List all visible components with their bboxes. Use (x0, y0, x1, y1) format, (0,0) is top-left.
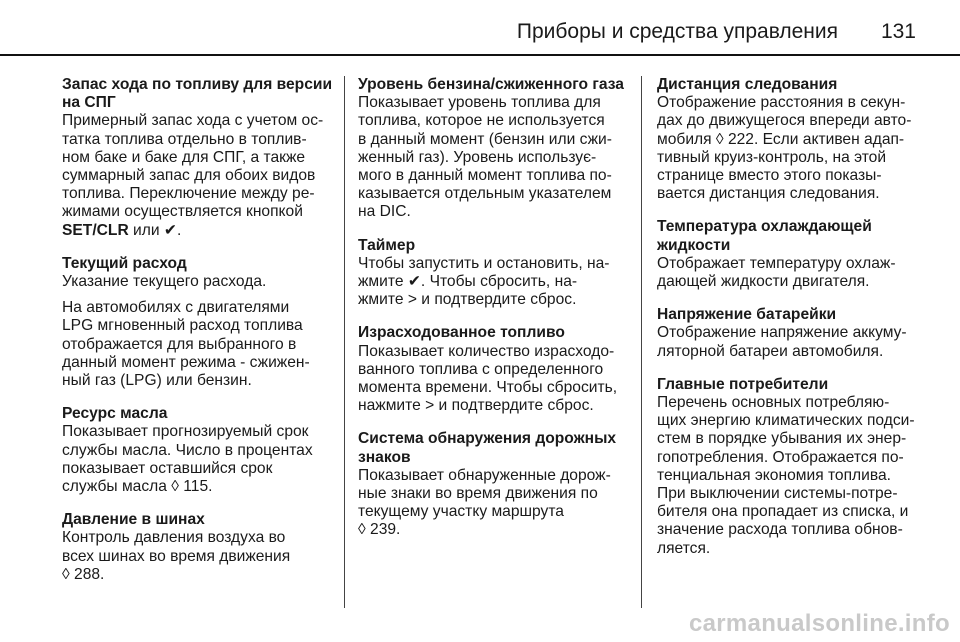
section (657, 76, 932, 203)
section (62, 255, 330, 390)
section-heading (62, 511, 330, 529)
paragraph (358, 343, 628, 416)
heading-line: Система обнаружения дорожных (358, 430, 617, 448)
heading-line: Уровень бензина/сжиженного газа (358, 76, 624, 93)
text-line: ном баке и баке для СПГ, а также (62, 148, 306, 166)
footer (0, 612, 960, 642)
text-line: Показывает прогнозируемый срок (62, 423, 309, 441)
heading-line: знаков (358, 448, 411, 466)
heading-line: Текущий расход (62, 254, 187, 272)
text-line: топлива, которое не используется (358, 112, 605, 130)
text-line: на DIC. (358, 203, 411, 221)
section-heading (657, 218, 932, 254)
text-line: дах до движущегося впереди авто- (657, 112, 912, 130)
section (657, 376, 932, 558)
text-line: нажмите > и подтвердите сброс. (358, 397, 594, 415)
paragraph (62, 529, 330, 584)
section (657, 306, 932, 361)
section (657, 218, 932, 291)
text-line: текущему участку маршрута (358, 503, 564, 521)
text-line: При выключении системы-потре- (657, 485, 898, 503)
heading-line: Напряжение батарейки (657, 306, 837, 324)
text-line: в данный момент (бензин или сжи- (358, 130, 612, 148)
text-line: суммарный запас для обоих видов (62, 167, 316, 185)
text-line: вается дистанция следования. (657, 185, 880, 203)
section (358, 324, 628, 415)
text-line: ные знаки во время движения по (358, 485, 598, 503)
heading-line: жидкости (657, 236, 731, 254)
text-line: Показывает обнаруженные дорож- (358, 466, 611, 484)
text-line: Указание текущего расхода. (62, 273, 267, 291)
section (62, 511, 330, 584)
section (358, 76, 628, 222)
paragraph (358, 467, 628, 540)
paragraph (657, 394, 932, 558)
text-line: гопотребления. Отображается по- (657, 448, 904, 466)
section-heading (358, 237, 628, 255)
paragraph (358, 255, 628, 310)
text-line: жимами осуществляется кнопкой (62, 203, 303, 221)
text-line (62, 222, 330, 240)
heading-line: Давление в шинах (62, 511, 205, 529)
text-line: мого в данный момент топлива по- (358, 167, 612, 185)
heading-line: на СПГ (62, 94, 116, 112)
section-heading (657, 306, 932, 324)
text-line: Отображение расстояния в секун- (657, 94, 906, 112)
text-line: отображается для выбранного в (62, 335, 297, 353)
heading-line: Ресурс масла (62, 405, 168, 423)
watermark: carmanualsonline.info (688, 610, 950, 637)
section-heading (62, 76, 333, 112)
paragraph (657, 94, 932, 203)
page-header (0, 0, 960, 56)
text-line: ный газ (LPG) или бензин. (62, 372, 252, 390)
text-line: Показывает уровень топлива для (358, 94, 601, 112)
text-line: показывает оставшийся срок (62, 459, 273, 477)
paragraph (62, 112, 330, 239)
text-line: На автомобилях с двигателями (62, 299, 290, 317)
text-line: службы масла. Число в процентах (62, 441, 313, 459)
text-line: щих энергию климатических подси- (657, 412, 915, 430)
text-line: казывается отдельным указателем (358, 185, 612, 203)
text-line: жмите ✔. Чтобы сбросить, на- (358, 273, 578, 291)
heading-line: Дистанция следования (657, 76, 838, 93)
text-line: Отображение напряжение аккуму- (657, 324, 907, 342)
text-line: странице вместо этого показы- (657, 167, 882, 185)
text-line: тенциальная экономия топлива. (657, 466, 891, 484)
text-line: ляется. (657, 539, 711, 557)
section-heading (657, 376, 932, 394)
text-line: ◊ 288. (62, 565, 105, 583)
section-heading (358, 76, 628, 94)
page-number: 131 (880, 20, 916, 43)
section-heading (657, 76, 932, 94)
text-line: Показывает количество израсходо- (358, 342, 615, 360)
text-line: тивный круиз-контроль, на этой (657, 148, 887, 166)
text-line: Чтобы запустить и остановить, на- (358, 254, 610, 272)
section (358, 430, 628, 539)
text-line: Примерный запас хода с учетом ос- (62, 112, 324, 130)
section (62, 76, 333, 240)
column-divider (344, 76, 345, 608)
paragraph (657, 255, 932, 291)
section-heading (358, 430, 628, 466)
paragraph (62, 299, 330, 390)
text-line: службы масла ◊ 115. (62, 478, 213, 496)
header-rule (0, 54, 960, 56)
page-title: Приборы и средства управления (516, 20, 838, 43)
column-1 (62, 76, 333, 599)
text-line: женный газ). Уровень использує- (358, 148, 597, 166)
text-line: LPG мгновенный расход топлива (62, 317, 303, 335)
text-line: данный момент режима - сжижен- (62, 353, 310, 371)
column-2 (358, 76, 628, 555)
text-line: Отображает температуру охлаж- (657, 254, 896, 272)
paragraph (62, 423, 330, 496)
section-heading (62, 405, 330, 423)
text-line: жмите > и подтвердите сброс. (358, 291, 577, 309)
heading-line: Израсходованное топливо (358, 324, 565, 342)
text-line: мобиля ◊ 222. Если активен адап- (657, 130, 905, 148)
column-divider (641, 76, 642, 608)
section-heading (62, 255, 330, 273)
text-line: топлива. Переключение между ре- (62, 185, 315, 203)
section (358, 237, 628, 310)
text-line: Контроль давления воздуха во (62, 529, 286, 547)
button-label-bold: SET/CLR (62, 221, 129, 239)
paragraph (657, 324, 932, 360)
heading-line: Таймер (358, 236, 416, 254)
section-heading (358, 324, 628, 342)
text-line: ванного топлива с определенного (358, 360, 604, 378)
paragraph (62, 273, 330, 291)
text-line: бителя она пропадает из списка, и (657, 503, 909, 521)
text-line: ляторной батареи автомобиля. (657, 342, 884, 360)
heading-line: Температура охлаждающей (657, 218, 872, 236)
text-line: татка топлива отдельно в топлив- (62, 130, 307, 148)
text-line: всех шинах во время движения (62, 547, 291, 565)
tail-text: или ✔. (128, 221, 182, 239)
text-line: Перечень основных потребляю- (657, 394, 890, 412)
text-line: дающей жидкости двигателя. (657, 273, 870, 291)
heading-line: Главные потребители (657, 375, 829, 393)
text-line: момента времени. Чтобы сбросить, (358, 379, 618, 397)
text-line: стем в порядке убывания их энер- (657, 430, 907, 448)
paragraph (358, 94, 628, 221)
section (62, 405, 330, 496)
heading-line: Запас хода по топливу для версии (62, 76, 333, 93)
column-3 (657, 76, 932, 573)
text-line: ◊ 239. (358, 521, 401, 539)
text-line: значение расхода топлива обнов- (657, 521, 903, 539)
